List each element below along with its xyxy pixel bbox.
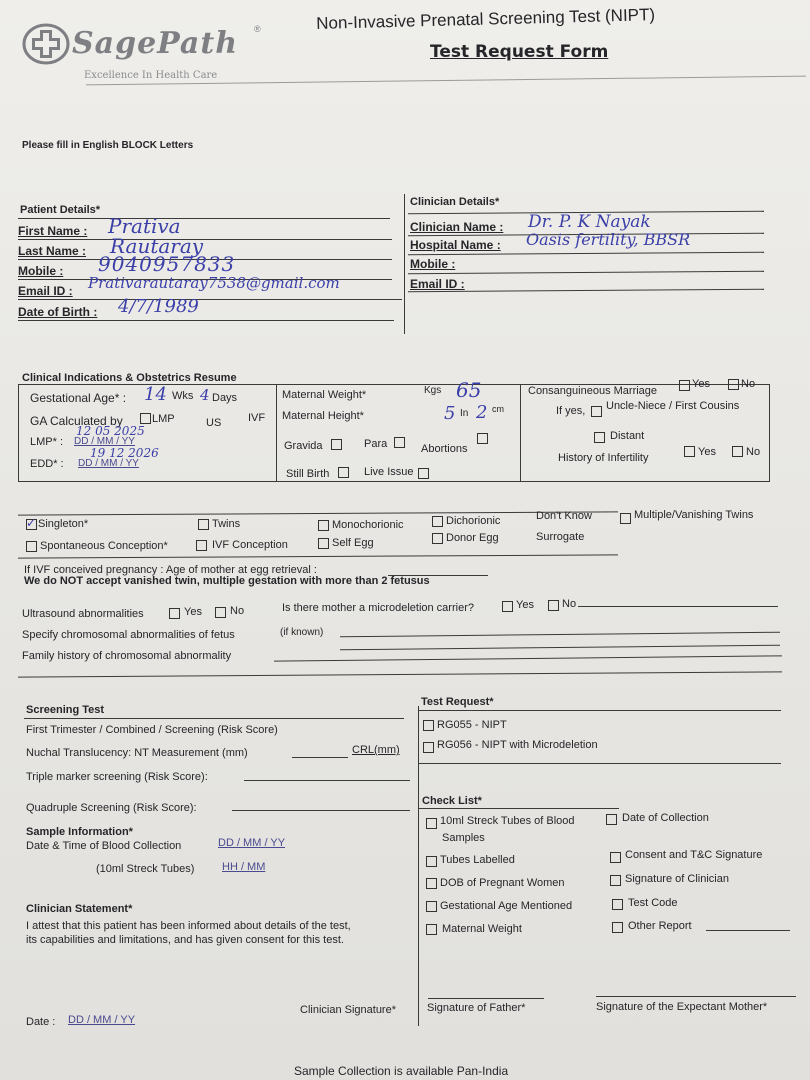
twins-label: Twins <box>212 518 241 530</box>
clinician-heading: Clinician Details* <box>410 196 500 208</box>
surrogate-label: Surrogate <box>536 531 585 543</box>
quadruple: Quadruple Screening (Risk Score): <box>26 802 197 814</box>
test-code-checkbox[interactable] <box>612 899 623 910</box>
attest-2: its capabilities and limitations, and has given consent for this test. <box>26 934 344 946</box>
lmp-value[interactable]: 12 05 2025 <box>76 424 145 438</box>
logo-name: SagePath <box>72 26 239 61</box>
clinician-email-label: Email ID : <box>410 277 465 291</box>
sig-mother-label: Signature of the Expectant Mother* <box>596 1001 768 1013</box>
edd-format: DD / MM / YY <box>78 458 139 469</box>
patient-heading: Patient Details* <box>20 204 101 216</box>
gravida-checkbox[interactable] <box>331 439 342 450</box>
sig-clinician-label: Signature of Clinician <box>625 873 729 885</box>
triple: Triple marker screening (Risk Score): <box>26 771 208 783</box>
date-collection-label: Date of Collection <box>622 812 709 824</box>
vanished-note: We do NOT accept vanished twin, multiple gestation with more than 2 fetusus <box>24 575 430 587</box>
lmp-opt: LMP <box>152 413 175 425</box>
if-yes-label: If yes, <box>556 405 586 417</box>
infertility-yes-checkbox[interactable] <box>684 446 695 457</box>
uncle-niece-checkbox[interactable] <box>591 406 602 417</box>
uncle-niece-label: Uncle-Niece / First Cousins <box>606 400 740 412</box>
first-trimester: First Trimester / Combined / Screening (Risk Score) <box>26 724 278 736</box>
ivf-checkbox[interactable] <box>196 540 207 551</box>
mono-checkbox[interactable] <box>318 520 329 531</box>
blood-date-format: DD / MM / YY <box>218 837 286 849</box>
tubes-label: (10ml Streck Tubes) <box>96 863 195 875</box>
edd-label: EDD* : <box>30 458 64 470</box>
lmp-checkbox[interactable] <box>140 413 151 424</box>
microdeletion-no-checkbox[interactable] <box>548 600 559 611</box>
weight-unit: Kgs <box>424 385 442 396</box>
wks-label: Wks <box>172 390 194 402</box>
microdeletion-label: Is there mother a microdeletion carrier? <box>282 602 474 614</box>
self-egg-checkbox[interactable] <box>318 538 329 549</box>
dob-value[interactable]: 4/7/1989 <box>118 296 199 317</box>
statement-date-format: DD / MM / YY <box>68 1014 136 1026</box>
multiple-checkbox[interactable] <box>620 513 631 524</box>
streck-label-2: Samples <box>442 832 485 844</box>
height-unit-in: In <box>460 408 469 419</box>
mobile-value[interactable]: 9040957833 <box>98 252 236 276</box>
us-abn-yes-checkbox[interactable] <box>169 608 180 619</box>
infertility-label: History of Infertility <box>558 452 649 464</box>
ga-days[interactable]: 4 <box>200 386 210 404</box>
lmp-label: LMP* : <box>30 436 64 448</box>
edd-value[interactable]: 19 12 2026 <box>90 446 159 460</box>
rg055-checkbox[interactable] <box>423 720 434 731</box>
consanguineous-no: No <box>741 378 756 390</box>
consent-checkbox[interactable] <box>610 852 621 863</box>
email-value[interactable]: Prativarautaray7538@gmail.com <box>88 274 340 292</box>
attest-1: I attest that this patient has been informed about details of the test, <box>26 920 351 932</box>
spontaneous-label: Spontaneous Conception* <box>40 540 168 552</box>
infertility-no: No <box>746 446 761 458</box>
crl: CRL(mm) <box>352 744 400 756</box>
spontaneous-checkbox[interactable] <box>26 541 37 552</box>
family-label: Family history of chromosomal abnormality <box>22 650 232 662</box>
singleton-label: Singleton* <box>38 518 89 530</box>
sig-clinician-checkbox[interactable] <box>610 875 621 886</box>
twins-checkbox[interactable] <box>198 519 209 530</box>
weight-value[interactable]: 65 <box>456 378 482 402</box>
dob-pregnant-label: DOB of Pregnant Women <box>440 877 565 889</box>
consanguineous-no-checkbox[interactable] <box>728 379 739 390</box>
first-name-value[interactable]: Prativa <box>108 214 181 238</box>
logo-cross-icon <box>22 22 74 66</box>
bottom-divider <box>418 706 419 1026</box>
dob-pregnant-checkbox[interactable] <box>426 878 437 889</box>
email-label: Email ID : <box>18 284 73 298</box>
di-checkbox[interactable] <box>432 516 443 527</box>
multiple-label: Multiple/Vanishing Twins <box>634 509 754 521</box>
screening-heading: Screening Test <box>26 704 105 716</box>
rg056-label: RG056 - NIPT with Microdeletion <box>437 739 598 751</box>
height-label: Maternal Height* <box>282 410 364 422</box>
instruction: Please fill in English BLOCK Letters <box>22 140 194 151</box>
hospital-value[interactable]: Oasis fertility, BBSR <box>526 230 691 249</box>
test-code-label: Test Code <box>628 897 678 909</box>
us-abn-yes: Yes <box>184 606 202 618</box>
microdeletion-yes: Yes <box>516 599 534 611</box>
logo-tagline: Excellence In Health Care <box>84 70 218 81</box>
mono-label: Monochorionic <box>332 519 404 531</box>
still-birth-checkbox[interactable] <box>338 467 349 478</box>
test-request-heading: Test Request* <box>421 696 494 708</box>
clinician-mobile-label: Mobile : <box>410 257 456 271</box>
live-issue-checkbox[interactable] <box>418 468 429 479</box>
tubes-labelled-checkbox[interactable] <box>426 856 437 867</box>
streck-checkbox[interactable] <box>426 818 437 829</box>
us-opt: US <box>206 417 222 429</box>
maternal-weight-checkbox[interactable] <box>426 924 437 935</box>
blood-collection: Date & Time of Blood Collection <box>26 840 182 852</box>
height-unit-cm: cm <box>492 404 504 414</box>
hospital-label: Hospital Name : <box>410 238 501 252</box>
rg055-label: RG055 - NIPT <box>437 719 507 731</box>
infertility-yes: Yes <box>698 446 716 458</box>
clinical-heading: Clinical Indications & Obstetrics Resume <box>22 372 237 384</box>
patient-clinician-divider <box>404 194 405 334</box>
us-abn-no: No <box>230 605 245 617</box>
clinician-statement: Clinician Statement* <box>26 903 133 915</box>
donor-egg-label: Donor Egg <box>446 532 499 544</box>
height-ft[interactable]: 5 <box>444 403 456 424</box>
other-report-checkbox[interactable] <box>612 922 623 933</box>
abortions-label: Abortions <box>421 443 468 455</box>
time-format: HH / MM <box>222 861 266 873</box>
ga-mentioned-checkbox[interactable] <box>426 901 437 912</box>
gravida-label: Gravida <box>284 440 323 452</box>
consanguineous-label: Consanguineous Marriage <box>528 385 658 397</box>
clinician-name-label: Clinician Name : <box>410 220 504 234</box>
rg056-checkbox[interactable] <box>423 742 434 753</box>
consanguineous-yes-checkbox[interactable] <box>679 380 690 391</box>
sig-father-label: Signature of Father* <box>427 1002 526 1014</box>
nuchal: Nuchal Translucency: NT Measurement (mm) <box>26 747 248 759</box>
footer-note: Sample Collection is available Pan-India <box>294 1064 509 1078</box>
clinician-signature-label: Clinician Signature* <box>300 1004 396 1016</box>
date-label: Date : <box>26 1016 56 1028</box>
height-in[interactable]: 2 <box>476 402 488 423</box>
self-egg-label: Self Egg <box>332 537 374 549</box>
ivf-note: If IVF conceived pregnancy : Age of mother at egg retrieval : <box>24 564 317 576</box>
abortions-checkbox[interactable] <box>477 433 488 444</box>
microdeletion-yes-checkbox[interactable] <box>502 601 513 612</box>
clinician-name-value[interactable]: Dr. P. K Nayak <box>528 212 651 232</box>
mobile-label: Mobile : <box>18 264 64 278</box>
distant-checkbox[interactable] <box>594 432 605 443</box>
sample-heading: Sample Information* <box>26 826 133 838</box>
singleton-checkbox[interactable] <box>26 519 37 530</box>
weight-label: Maternal Weight* <box>282 389 367 401</box>
ga-mentioned-label: Gestational Age Mentioned <box>440 900 573 912</box>
form-subtitle: Test Request Form <box>430 42 609 62</box>
us-abn-label: Ultrasound abnormalities <box>22 608 144 620</box>
checklist-heading: Check List* <box>422 795 482 807</box>
donor-egg-checkbox[interactable] <box>432 533 443 544</box>
ga-weeks[interactable]: 14 <box>144 384 167 405</box>
ga-label: Gestational Age* : <box>30 391 127 405</box>
distant-label: Distant <box>610 430 645 442</box>
specify-label: Specify chromosomal abnormalities of fetus <box>22 629 235 641</box>
para-label: Para <box>364 438 388 450</box>
if-known-label: (if known) <box>280 627 324 638</box>
form-title: Non-Invasive Prenatal Screening Test (NIPT) <box>316 5 656 33</box>
infertility-no-checkbox[interactable] <box>732 446 743 457</box>
ivf-opt: IVF <box>248 412 266 424</box>
tubes-labelled-label: Tubes Labelled <box>440 854 515 866</box>
other-report-label: Other Report <box>628 920 692 932</box>
microdeletion-no: No <box>562 598 577 610</box>
dont-know-label: Don't Know <box>536 510 592 522</box>
di-label: Dichorionic <box>446 515 501 527</box>
ivf-label: IVF Conception <box>212 539 288 551</box>
still-birth-label: Still Birth <box>286 468 330 480</box>
last-name-value[interactable]: Rautaray <box>110 234 204 258</box>
consent-label: Consent and T&C Signature <box>625 849 763 861</box>
consanguineous-yes: Yes <box>692 378 710 390</box>
lmp-format: DD / MM / YY <box>74 436 135 447</box>
live-issue-label: Live Issue <box>364 466 414 478</box>
streck-label-1: 10ml Streck Tubes of Blood <box>440 815 575 827</box>
days-label: Days <box>212 392 238 404</box>
maternal-weight-label: Maternal Weight <box>442 923 522 935</box>
dob-label: Date of Birth : <box>18 305 98 319</box>
date-collection-checkbox[interactable] <box>606 814 617 825</box>
ga-calc-label: GA Calculated by <box>30 414 123 428</box>
logo-reg: ® <box>254 24 261 34</box>
us-abn-no-checkbox[interactable] <box>215 607 226 618</box>
last-name-label: Last Name : <box>18 244 87 258</box>
para-checkbox[interactable] <box>394 437 405 448</box>
first-name-label: First Name : <box>18 224 88 238</box>
